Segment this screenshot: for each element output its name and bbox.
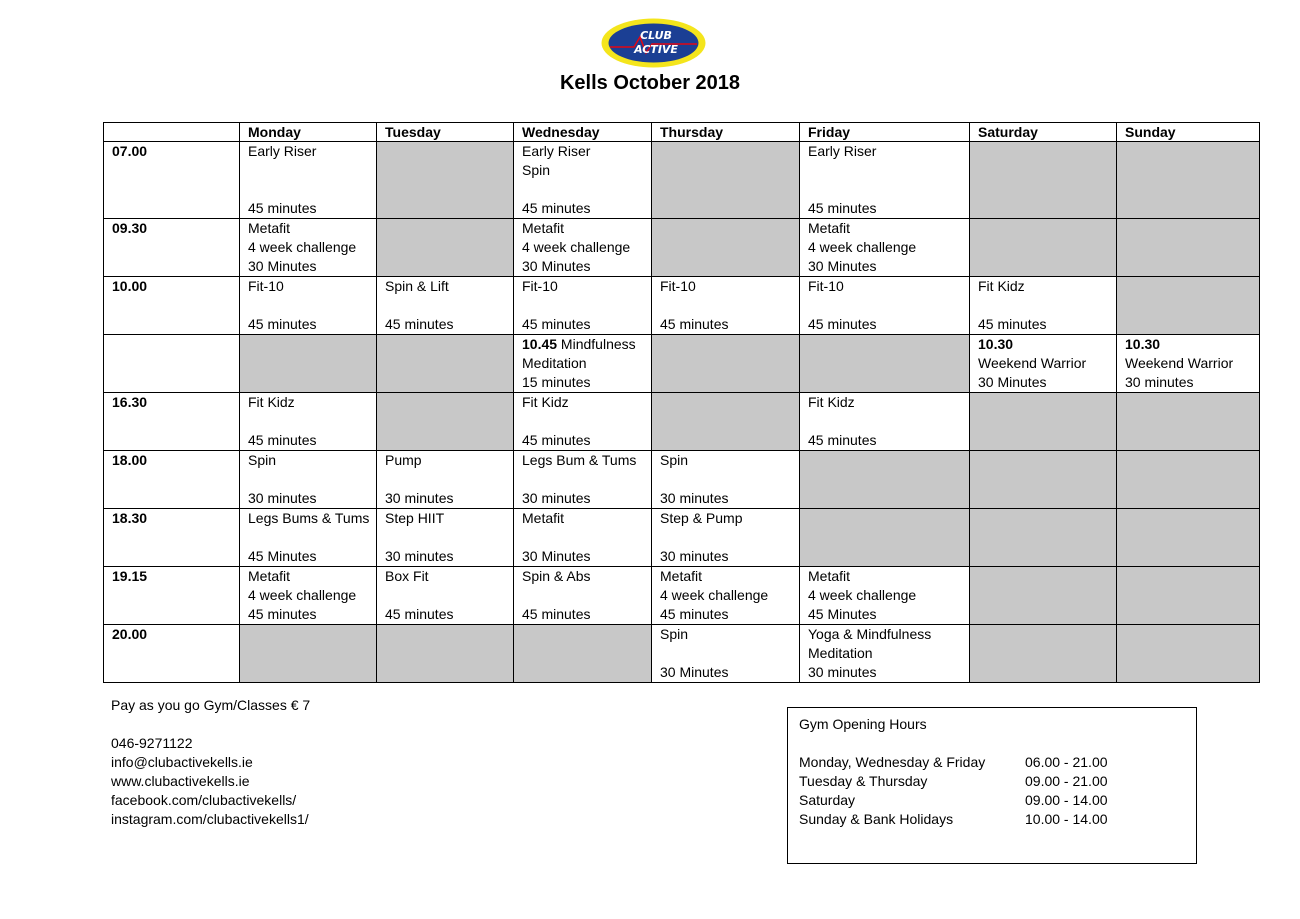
time-slot: 20.00 [104, 625, 240, 683]
opening-hours-time: 10.00 - 14.00 [1025, 811, 1108, 827]
opening-hours-days: Monday, Wednesday & Friday [799, 754, 986, 770]
class-detail: Weekend Warrior [1125, 355, 1234, 371]
class-detail: 45 minutes [522, 200, 591, 216]
opening-hours-days: Sunday & Bank Holidays [799, 811, 954, 827]
class-detail: 45 minutes [385, 606, 454, 622]
header-monday: Monday [240, 123, 377, 142]
empty-slot-saturday [970, 509, 1117, 567]
class-detail: 30 minutes [248, 490, 317, 506]
blank-line [808, 180, 961, 199]
logo-word-2: ACTIVE [634, 43, 678, 56]
empty-slot-sunday [1117, 567, 1260, 625]
class-detail: 45 minutes [808, 432, 877, 448]
class-name: Yoga & Mindfulness [808, 626, 932, 642]
class-detail: 45 minutes [660, 316, 729, 332]
class-name: Metafit [522, 220, 565, 236]
phone-number: 046-9271122 [111, 735, 193, 751]
blank-line [660, 644, 791, 663]
class-detail: 4 week challenge [522, 239, 631, 255]
class-detail: 30 minutes [385, 490, 454, 506]
timetable-row [104, 567, 1260, 625]
empty-slot-sunday [1117, 509, 1260, 567]
timetable-row [104, 625, 1260, 683]
empty-slot-saturday [970, 219, 1117, 277]
empty-slot-sunday [1117, 451, 1260, 509]
class-detail: 30 Minutes [522, 548, 591, 564]
class-name: Metafit [660, 568, 703, 584]
blank-line [385, 528, 505, 547]
class-name: Fit Kidz [808, 394, 855, 410]
empty-slot-thursday [652, 393, 800, 451]
empty-slot-saturday [970, 451, 1117, 509]
class-detail: 4 week challenge [248, 587, 357, 603]
class-slot-thursday [652, 567, 800, 625]
timetable-row [104, 142, 1260, 219]
blank-line [660, 528, 791, 547]
class-slot-monday [240, 567, 377, 625]
class-name: Metafit [808, 220, 851, 236]
email-link[interactable]: info@clubactivekells.ie [111, 754, 253, 770]
class-name: Box Fit [385, 568, 429, 584]
class-detail: 15 minutes [522, 374, 591, 390]
timetable-row [104, 277, 1260, 335]
blank-line [808, 412, 961, 431]
class-name: Spin & Abs [522, 568, 591, 584]
class-slot-wednesday [514, 393, 652, 451]
empty-slot-saturday [970, 393, 1117, 451]
class-name: Fit Kidz [248, 394, 295, 410]
blank-line [248, 412, 368, 431]
empty-slot-thursday [652, 335, 800, 393]
class-detail: 30 minutes [660, 548, 729, 564]
class-detail: 45 minutes [522, 606, 591, 622]
blank-line [522, 412, 643, 431]
class-detail: 30 Minutes [978, 374, 1047, 390]
time-slot: 16.30 [104, 393, 240, 451]
class-slot-monday [240, 509, 377, 567]
empty-slot-tuesday [377, 625, 514, 683]
class-slot-monday [240, 451, 377, 509]
empty-slot-monday [240, 335, 377, 393]
time-slot: 09.30 [104, 219, 240, 277]
opening-hours-time: 06.00 - 21.00 [1025, 754, 1108, 770]
class-slot-wednesday [514, 567, 652, 625]
website-link[interactable]: www.clubactivekells.ie [111, 773, 250, 789]
class-detail: 45 minutes [808, 316, 877, 332]
class-detail: 45 minutes [660, 606, 729, 622]
blank-line [808, 161, 961, 180]
class-detail: 30 minutes [660, 490, 729, 506]
blank-line [522, 586, 643, 605]
blank-line [978, 296, 1108, 315]
class-name [1125, 335, 1251, 354]
class-slot-tuesday [377, 277, 514, 335]
class-name: Spin [660, 452, 689, 468]
header-tuesday: Tuesday [377, 123, 514, 142]
class-slot-wednesday [514, 277, 652, 335]
class-slot-friday [800, 277, 970, 335]
club-active-logo [600, 17, 707, 69]
blank-line [808, 296, 961, 315]
class-detail: Spin [522, 162, 551, 178]
time-slot: 10.00 [104, 277, 240, 335]
empty-slot-friday [800, 451, 970, 509]
class-slot-monday [240, 219, 377, 277]
header-saturday: Saturday [970, 123, 1117, 142]
time-slot [104, 335, 240, 393]
class-start-time: 10.45 [522, 336, 558, 352]
timetable-body [104, 142, 1260, 683]
timetable-row [104, 509, 1260, 567]
blank-line [522, 180, 643, 199]
class-name: Metafit [248, 568, 291, 584]
class-name: Metafit [248, 220, 291, 236]
class-name: Legs Bum & Tums [522, 452, 637, 468]
contact-info [111, 696, 310, 829]
class-name: Legs Bums & Tums [248, 510, 370, 526]
class-name: Spin [248, 452, 277, 468]
class-slot-thursday [652, 277, 800, 335]
class-name: Fit-10 [248, 278, 284, 294]
page-title: Kells October 2018 [559, 72, 741, 94]
blank-line [248, 470, 368, 489]
class-detail: 45 minutes [522, 316, 591, 332]
class-slot-tuesday [377, 567, 514, 625]
empty-slot-sunday [1117, 219, 1260, 277]
class-slot-wednesday [514, 142, 652, 219]
class-slot-friday [800, 567, 970, 625]
class-detail: 45 minutes [248, 316, 317, 332]
class-slot-wednesday [514, 451, 652, 509]
class-name: Pump [385, 452, 422, 468]
class-detail: Meditation [522, 355, 587, 371]
class-name [978, 335, 1108, 354]
class-name: Step HIIT [385, 510, 445, 526]
class-detail: 30 Minutes [808, 258, 877, 274]
class-slot-friday [800, 142, 970, 219]
empty-slot-sunday [1117, 277, 1260, 335]
blank-line [248, 161, 368, 180]
class-name: Fit-10 [808, 278, 844, 294]
class-detail: 45 minutes [248, 606, 317, 622]
header-thursday: Thursday [652, 123, 800, 142]
class-detail: 30 minutes [808, 664, 877, 680]
blank-line [248, 180, 368, 199]
class-name: Step & Pump [660, 510, 743, 526]
class-detail: 45 minutes [248, 200, 317, 216]
header-sunday: Sunday [1117, 123, 1260, 142]
class-detail: 45 Minutes [808, 606, 877, 622]
blank-line [248, 296, 368, 315]
class-detail: 4 week challenge [808, 239, 917, 255]
timetable [103, 122, 1260, 683]
opening-hours-days: Saturday [799, 792, 856, 808]
class-detail: 45 minutes [978, 316, 1047, 332]
class-name: Spin & Lift [385, 278, 449, 294]
class-detail: 30 Minutes [248, 258, 317, 274]
class-slot-thursday [652, 509, 800, 567]
blank-line [385, 296, 505, 315]
class-detail: 4 week challenge [248, 239, 357, 255]
blank-line [385, 470, 505, 489]
class-detail: 30 minutes [385, 548, 454, 564]
class-detail: 30 Minutes [522, 258, 591, 274]
opening-hours-time: 09.00 - 21.00 [1025, 773, 1108, 789]
class-detail: 30 Minutes [660, 664, 729, 680]
empty-slot-sunday [1117, 142, 1260, 219]
class-slot-friday [800, 625, 970, 683]
opening-hours-box [787, 707, 1197, 864]
class-slot-wednesday [514, 335, 652, 393]
empty-slot-thursday [652, 142, 800, 219]
class-detail: 45 minutes [808, 200, 877, 216]
class-detail: 45 minutes [385, 316, 454, 332]
class-start-time: 10.30 [978, 336, 1014, 352]
time-slot: 18.30 [104, 509, 240, 567]
time-slot: 18.00 [104, 451, 240, 509]
class-detail: 30 minutes [522, 490, 591, 506]
class-name: Spin [660, 626, 689, 642]
empty-slot-monday [240, 625, 377, 683]
blank-line [385, 586, 505, 605]
class-slot-sunday [1117, 335, 1260, 393]
class-name: Metafit [522, 510, 565, 526]
class-slot-wednesday [514, 219, 652, 277]
class-detail: 30 minutes [1125, 374, 1194, 390]
class-detail: 45 Minutes [248, 548, 317, 564]
class-slot-saturday [970, 277, 1117, 335]
empty-slot-tuesday [377, 335, 514, 393]
class-detail: 4 week challenge [808, 587, 917, 603]
timetable-row [104, 219, 1260, 277]
empty-slot-saturday [970, 142, 1117, 219]
empty-slot-friday [800, 335, 970, 393]
blank-line [522, 528, 643, 547]
class-slot-thursday [652, 625, 800, 683]
opening-hours-days: Tuesday & Thursday [799, 773, 928, 789]
timetable-header-row [104, 123, 1260, 142]
logo-word-1: CLUB [640, 29, 672, 42]
empty-slot-sunday [1117, 625, 1260, 683]
class-slot-tuesday [377, 509, 514, 567]
class-slot-thursday [652, 451, 800, 509]
blank-line [248, 528, 368, 547]
timetable-row [104, 393, 1260, 451]
class-name: Early Riser [522, 143, 591, 159]
class-slot-monday [240, 142, 377, 219]
header-wednesday: Wednesday [514, 123, 652, 142]
header-friday: Friday [800, 123, 970, 142]
class-slot-friday [800, 219, 970, 277]
opening-hours-title: Gym Opening Hours [799, 716, 927, 732]
class-detail: Weekend Warrior [978, 355, 1087, 371]
class-detail: 45 minutes [522, 432, 591, 448]
opening-hours-time: 09.00 - 14.00 [1025, 792, 1108, 808]
class-name: Metafit [808, 568, 851, 584]
class-detail: Meditation [808, 645, 873, 661]
facebook-link[interactable]: facebook.com/clubactivekells/ [111, 792, 297, 808]
timetable-row [104, 451, 1260, 509]
empty-slot-friday [800, 509, 970, 567]
time-slot: 19.15 [104, 567, 240, 625]
class-slot-monday [240, 393, 377, 451]
class-slot-friday [800, 393, 970, 451]
header-time [104, 123, 240, 142]
empty-slot-tuesday [377, 142, 514, 219]
class-slot-wednesday [514, 509, 652, 567]
class-name: 10.45 Mindfulness [522, 336, 636, 352]
blank-line [522, 296, 643, 315]
blank-line [522, 470, 643, 489]
empty-slot-wednesday [514, 625, 652, 683]
class-name: Fit-10 [522, 278, 558, 294]
empty-slot-tuesday [377, 393, 514, 451]
class-name: Fit Kidz [978, 278, 1025, 294]
class-name: Fit-10 [660, 278, 696, 294]
empty-slot-sunday [1117, 393, 1260, 451]
class-name: Early Riser [808, 143, 877, 159]
class-detail: 4 week challenge [660, 587, 769, 603]
time-slot: 07.00 [104, 142, 240, 219]
instagram-link[interactable]: instagram.com/clubactivekells1/ [111, 811, 309, 827]
class-slot-saturday [970, 335, 1117, 393]
class-name: Fit Kidz [522, 394, 569, 410]
empty-slot-tuesday [377, 219, 514, 277]
class-detail: 45 minutes [248, 432, 317, 448]
blank-line [660, 470, 791, 489]
class-start-time: 10.30 [1125, 336, 1161, 352]
empty-slot-saturday [970, 567, 1117, 625]
empty-slot-thursday [652, 219, 800, 277]
class-slot-monday [240, 277, 377, 335]
empty-slot-saturday [970, 625, 1117, 683]
pay-as-you-go-price: Pay as you go Gym/Classes € 7 [111, 697, 311, 713]
class-name: Early Riser [248, 143, 317, 159]
class-slot-tuesday [377, 451, 514, 509]
timetable-row [104, 335, 1260, 393]
blank-line [660, 296, 791, 315]
